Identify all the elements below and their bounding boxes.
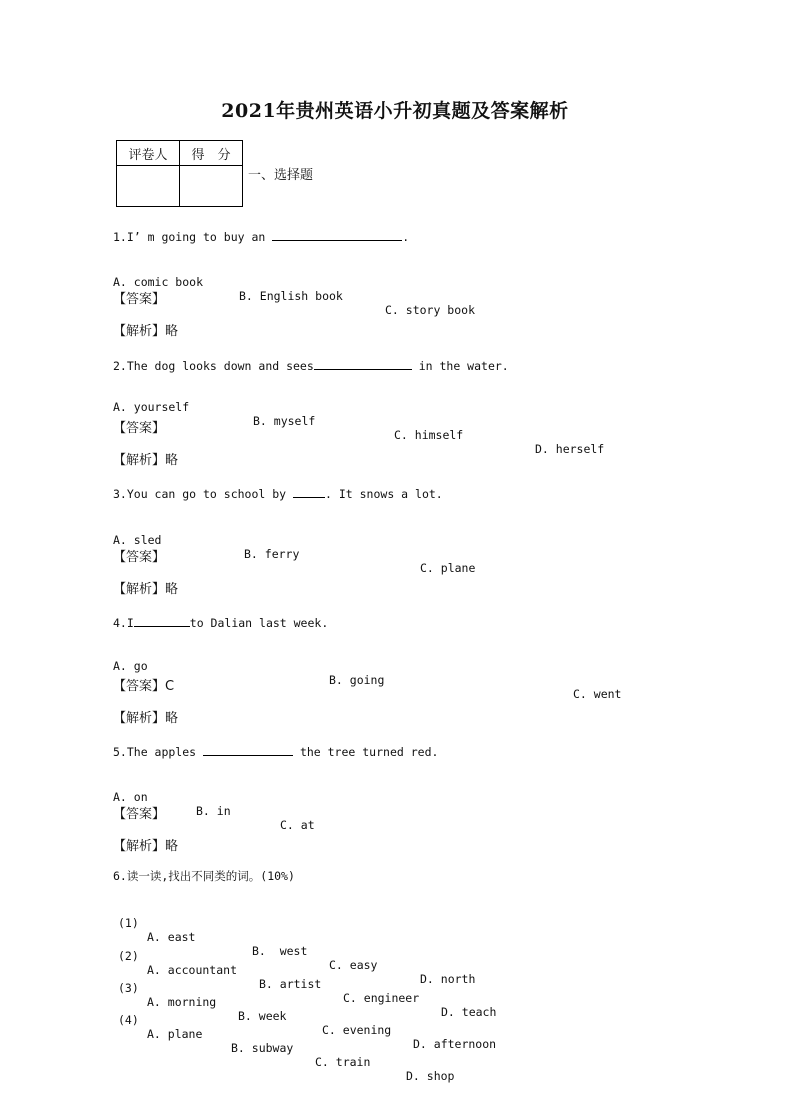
answer-label: 【答案】 [113,679,166,694]
option-a: A. morning [147,995,217,1009]
document-title: 2021年贵州英语小升初真题及答案解析 [221,100,569,122]
answer-blank [293,486,325,498]
row-number: (3) [118,981,139,995]
question-5 [113,744,438,759]
grader-table [116,140,243,207]
grader-cell [117,166,180,207]
answer-label: 【答案】 [113,421,166,436]
option-d: D. shop [406,1069,455,1083]
question-2-text-end: in the water. [411,359,509,373]
option-c: C. easy [329,958,378,972]
analysis-2: 【解析】略 [113,453,179,468]
question-3-text: 3.You can go to school by [113,487,294,501]
option-d: D. north [420,972,476,986]
analysis-5: 【解析】略 [113,839,179,854]
option-a: A. accountant [147,963,238,977]
section-title: 一、选择题 [248,168,314,183]
answer-blank [203,744,293,756]
question-5-text-end: the tree turned red. [293,745,439,759]
question-2 [113,358,509,373]
answer-blank [134,615,190,627]
analysis-3: 【解析】略 [113,582,179,597]
answer-label: 【答案】 [113,292,166,307]
question-3-text-end: . It snows a lot. [325,487,443,501]
row-number: (1) [118,916,139,930]
option-c: C. at [280,818,315,832]
question-4-text: 4.I [113,616,134,630]
option-c: C. story book [385,303,476,317]
answer-value: C [165,679,175,694]
option-d: D. teach [441,1005,497,1019]
score-header: 得 分 [180,141,243,166]
answer-blank [272,229,402,241]
analysis-1: 【解析】略 [113,324,179,339]
analysis-4: 【解析】略 [113,711,179,726]
question-4 [113,615,328,630]
option-b: B. myself [253,414,316,428]
row-number: (4) [118,1013,139,1027]
question-3 [113,486,443,501]
option-a: A. sled [113,533,162,547]
answer-2 [113,417,165,436]
answer-label: 【答案】 [113,550,166,565]
option-b: B. in [196,804,231,818]
option-a: A. on [113,790,148,804]
option-b: B. going [329,673,385,687]
question-1 [113,229,409,244]
option-b: B. subway [231,1041,294,1055]
option-b: B. west [252,944,308,958]
option-a: A. go [113,659,148,673]
grader-header: 评卷人 [117,141,180,166]
option-d: D. herself [535,442,605,456]
question-1-text-end: . [402,230,410,244]
option-c: C. evening [322,1023,392,1037]
answer-4 [113,675,174,694]
question-4-text-end: to Dalian last week. [189,616,329,630]
answer-1 [113,288,165,307]
option-c: C. plane [420,561,476,575]
score-cell [180,166,243,207]
option-a: A. comic book [113,275,204,289]
answer-3 [113,546,165,565]
option-a: A. yourself [113,400,190,414]
question-5-text: 5.The apples [113,745,204,759]
answer-blank [314,358,412,370]
option-a: A. plane [147,1027,203,1041]
question-2-text: 2.The dog looks down and sees [113,359,314,373]
row-number: (2) [118,949,139,963]
option-c: C. train [315,1055,371,1069]
option-b: B. English book [239,289,343,303]
question-6: 6.读一读,找出不同类的词。(10%) [113,869,295,883]
option-d: D. afternoon [413,1037,497,1051]
question-1-text: 1.I’ m going to buy an [113,230,273,244]
answer-label: 【答案】 [113,807,166,822]
option-a: A. east [147,930,196,944]
option-c: C. himself [394,428,464,442]
option-c: C. engineer [343,991,420,1005]
option-b: B. week [238,1009,287,1023]
option-b: B. artist [259,977,322,991]
answer-5 [113,803,165,822]
option-c: C. went [573,687,622,701]
option-b: B. ferry [244,547,300,561]
